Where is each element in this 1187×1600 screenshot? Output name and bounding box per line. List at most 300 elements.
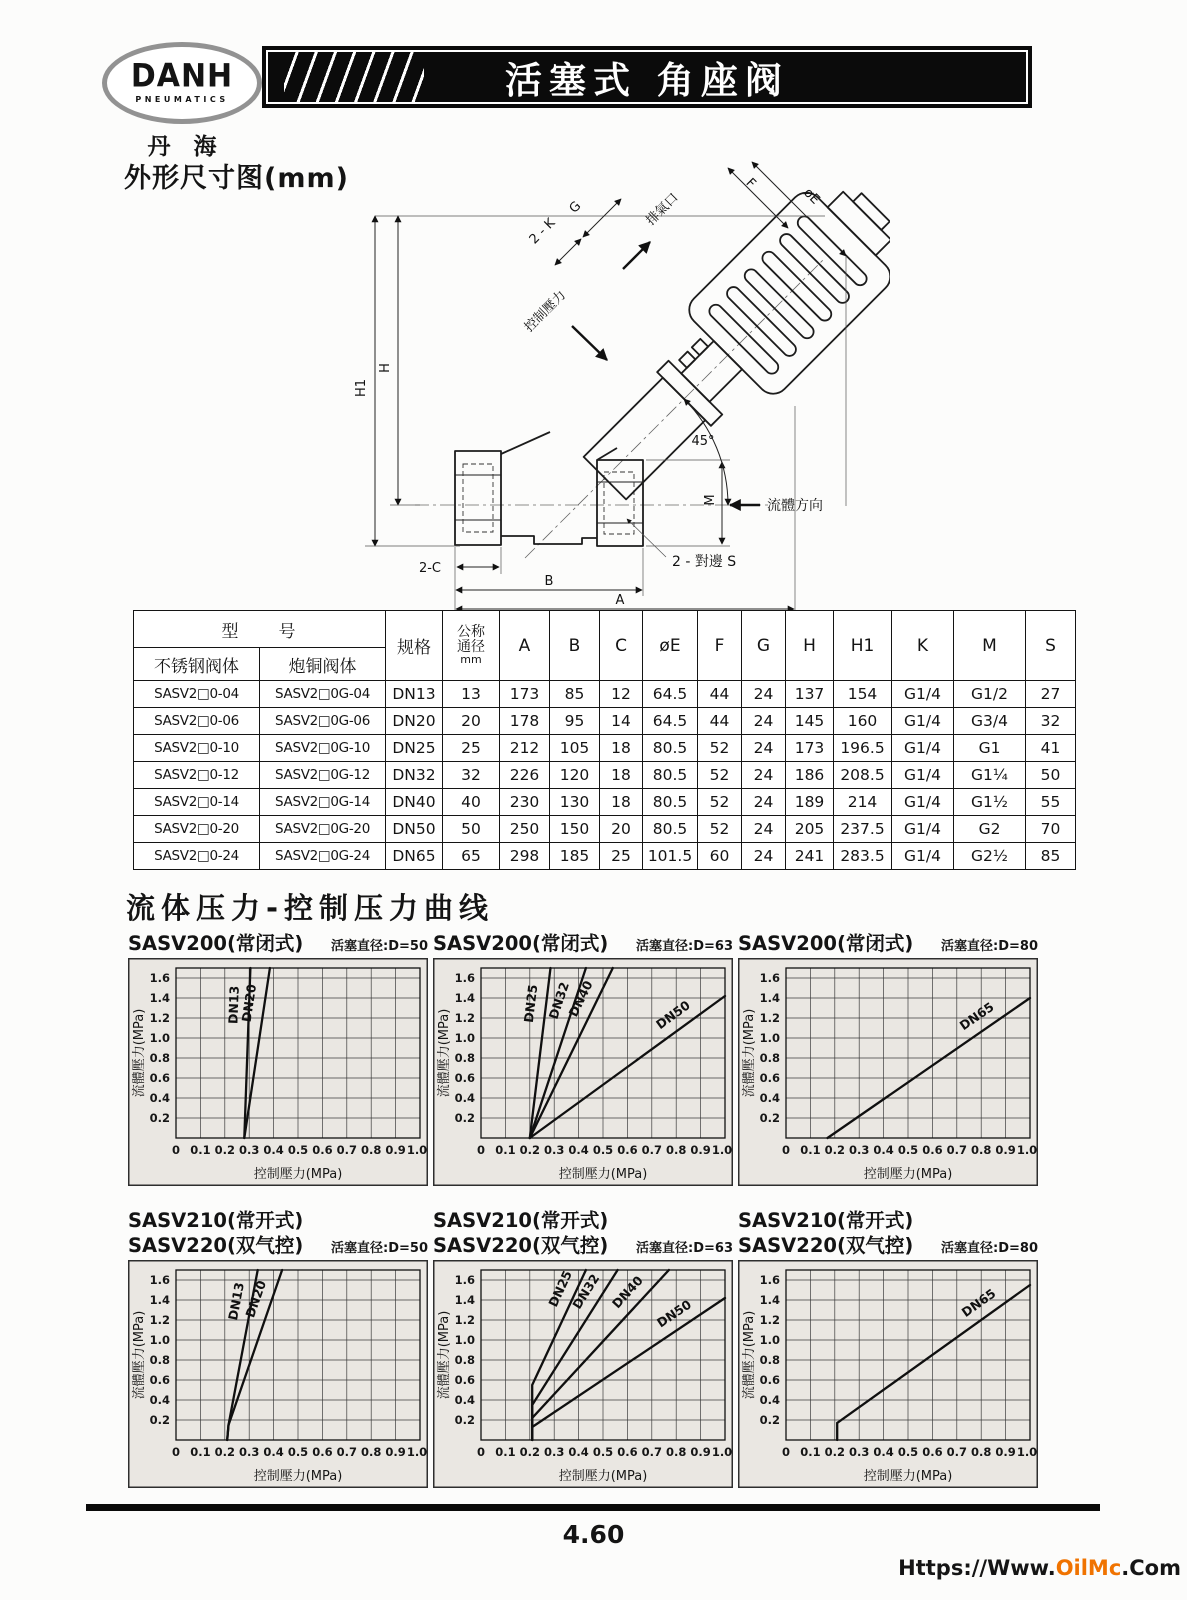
- y-tick-label: 0.4: [454, 1091, 475, 1105]
- x-tick-label: 0.6: [922, 1445, 943, 1459]
- watermark-url: [898, 1556, 1181, 1580]
- y-tick-label: 0.2: [454, 1413, 475, 1427]
- x-tick-label: 1.0: [711, 1143, 733, 1157]
- x-tick-label: 0.4: [568, 1143, 589, 1157]
- col-header-bronze-body: 炮铜阀体: [260, 648, 386, 681]
- x-tick-label: 0.7: [946, 1445, 967, 1459]
- table-row: [134, 816, 1076, 843]
- x-tick-label: 0: [781, 1445, 791, 1459]
- dim-cell: 105: [550, 735, 600, 762]
- dim-cell: 65: [443, 843, 500, 870]
- x-tick-label: 0.8: [971, 1143, 992, 1157]
- model-cell: SASV2□0G-20: [260, 816, 386, 843]
- chart-subtitle: 活塞直径:D=80: [941, 939, 1038, 954]
- chart-canvas: [433, 958, 733, 1186]
- dim-cell: 18: [600, 762, 643, 789]
- model-cell: SASV2□0-20: [134, 816, 260, 843]
- dim-cell: G1/4: [892, 816, 954, 843]
- dim-cell: 24: [742, 843, 786, 870]
- x-tick-label: 0.2: [214, 1143, 235, 1157]
- y-tick-label: 1.0: [454, 1031, 475, 1045]
- dim-cell: 160: [834, 708, 892, 735]
- dim-cell: 24: [742, 789, 786, 816]
- x-tick-label: 0: [171, 1143, 181, 1157]
- chart-header: [433, 922, 733, 956]
- col-header-spec: 规格: [386, 611, 443, 681]
- dim-cell: 230: [500, 789, 550, 816]
- x-axis-title: 控制壓力(MPa): [253, 1469, 343, 1484]
- x-tick-label: 0.2: [519, 1445, 540, 1459]
- dim-cell: 120: [550, 762, 600, 789]
- dim-cell: 208.5: [834, 762, 892, 789]
- model-cell: SASV2□0-06: [134, 708, 260, 735]
- y-axis-title: 流體壓力(MPa): [437, 1310, 452, 1400]
- dim-cell: 14: [600, 708, 643, 735]
- dim-cell: 212: [500, 735, 550, 762]
- dim-cell: 130: [550, 789, 600, 816]
- y-tick-label: 1.0: [454, 1333, 475, 1347]
- model-cell: SASV2□0-12: [134, 762, 260, 789]
- dim-cell: 27: [1026, 681, 1076, 708]
- y-tick-label: 0.6: [454, 1373, 475, 1387]
- x-tick-label: 0.3: [849, 1143, 870, 1157]
- dim-cell: 189: [786, 789, 834, 816]
- x-tick-label: 1.0: [1016, 1445, 1038, 1459]
- dim-cell: 145: [786, 708, 834, 735]
- curve-label-DN65: DN65: [956, 999, 997, 1034]
- x-tick-label: 0.4: [263, 1143, 284, 1157]
- chart-title: SASV200(常闭式): [128, 931, 304, 955]
- x-tick-label: 0.4: [263, 1445, 284, 1459]
- x-tick-label: 0.9: [995, 1143, 1016, 1157]
- col-header-stainless-body: 不锈钢阀体: [134, 648, 260, 681]
- label-h1: H1: [354, 378, 369, 398]
- dim-cell: 226: [500, 762, 550, 789]
- chart-canvas: [128, 958, 428, 1186]
- page-number: 4.60: [562, 1520, 625, 1549]
- pressure-chart-nc-d63: [433, 922, 733, 1190]
- dim-cell: G1¼: [954, 762, 1026, 789]
- dim-cell: 95: [550, 708, 600, 735]
- col-header-G: G: [742, 611, 786, 681]
- chart-header: [433, 1196, 733, 1258]
- y-tick-label: 1.0: [759, 1333, 780, 1347]
- dim-cell: 64.5: [643, 708, 698, 735]
- x-tick-label: 0.6: [617, 1445, 638, 1459]
- y-tick-label: 0.8: [454, 1353, 475, 1367]
- x-tick-label: 0.2: [824, 1143, 845, 1157]
- dim-cell: G1½: [954, 789, 1026, 816]
- x-tick-label: 0.1: [800, 1445, 821, 1459]
- label-m: M: [703, 494, 718, 506]
- y-tick-label: 0.2: [149, 1111, 170, 1125]
- x-tick-label: 0.3: [239, 1445, 260, 1459]
- dim-cell: G1/4: [892, 735, 954, 762]
- chart-header: [738, 1196, 1038, 1258]
- stripes-decoration: [284, 52, 424, 102]
- dim-cell: 196.5: [834, 735, 892, 762]
- y-tick-label: 1.6: [454, 971, 475, 985]
- curve-label-DN20: DN20: [238, 983, 260, 1024]
- dim-cell: 18: [600, 789, 643, 816]
- dim-cell: G1/4: [892, 681, 954, 708]
- y-tick-label: 1.2: [759, 1313, 780, 1327]
- chart-subtitle: 活塞直径:D=63: [636, 939, 733, 954]
- x-tick-label: 0.3: [544, 1445, 565, 1459]
- col-header-A: A: [500, 611, 550, 681]
- curve-label-DN40: DN40: [565, 978, 596, 1020]
- x-tick-label: 0.5: [592, 1445, 614, 1459]
- dim-cell: 25: [443, 735, 500, 762]
- x-tick-label: 0.8: [666, 1445, 687, 1459]
- x-tick-label: 0.5: [592, 1143, 614, 1157]
- y-tick-label: 0.2: [454, 1111, 475, 1125]
- col-header-H1: H1: [834, 611, 892, 681]
- table-row: [134, 789, 1076, 816]
- y-tick-label: 1.6: [759, 1273, 780, 1287]
- y-tick-label: 1.4: [454, 991, 475, 1005]
- x-tick-label: 0.6: [922, 1143, 943, 1157]
- y-tick-label: 1.0: [149, 1031, 170, 1045]
- col-header-model: 型 号: [134, 611, 386, 648]
- dim-cell: 101.5: [643, 843, 698, 870]
- x-tick-label: 0.1: [495, 1143, 516, 1157]
- x-tick-label: 0.5: [897, 1445, 919, 1459]
- x-tick-label: 1.0: [1016, 1143, 1038, 1157]
- x-tick-label: 0.2: [824, 1445, 845, 1459]
- y-tick-label: 0.4: [759, 1393, 780, 1407]
- x-tick-label: 0.4: [873, 1143, 894, 1157]
- y-tick-label: 1.4: [149, 1293, 170, 1307]
- y-axis-title: 流體壓力(MPa): [132, 1008, 147, 1098]
- dim-cell: 85: [1026, 843, 1076, 870]
- y-tick-label: 0.6: [759, 1071, 780, 1085]
- pressure-chart-nc-d50: [128, 922, 428, 1190]
- dim-cell: 283.5: [834, 843, 892, 870]
- x-tick-label: 0.3: [544, 1143, 565, 1157]
- model-cell: SASV2□0-14: [134, 789, 260, 816]
- y-tick-label: 0.4: [454, 1393, 475, 1407]
- dn-line1: 公称: [457, 624, 485, 641]
- dim-cell: 40: [443, 789, 500, 816]
- logo-oval: [102, 42, 262, 124]
- model-cell: SASV2□0G-14: [260, 789, 386, 816]
- chart-header: [738, 922, 1038, 956]
- dim-cell: 150: [550, 816, 600, 843]
- y-tick-label: 0.4: [149, 1393, 170, 1407]
- y-tick-label: 1.0: [149, 1333, 170, 1347]
- dim-cell: 24: [742, 816, 786, 843]
- label-control-pressure: 控制壓力: [521, 287, 570, 336]
- chart-subtitle: 活塞直径:D=63: [636, 1241, 733, 1256]
- y-tick-label: 1.0: [759, 1031, 780, 1045]
- dim-cell: 20: [600, 816, 643, 843]
- dim-cell: 50: [443, 816, 500, 843]
- chart-header: [128, 1196, 428, 1258]
- y-tick-label: 0.8: [759, 1051, 780, 1065]
- chart-title: SASV210(常开式): [433, 1209, 609, 1233]
- x-tick-label: 0.2: [214, 1445, 235, 1459]
- dim-cell: 24: [742, 681, 786, 708]
- curve-label-DN32: DN32: [545, 980, 572, 1022]
- model-cell: SASV2□0-04: [134, 681, 260, 708]
- dim-cell: DN32: [386, 762, 443, 789]
- dim-cell: 24: [742, 708, 786, 735]
- y-tick-label: 1.6: [149, 971, 170, 985]
- x-tick-label: 0.1: [190, 1445, 211, 1459]
- dim-cell: 13: [443, 681, 500, 708]
- curve-label-DN32: DN32: [569, 1271, 603, 1312]
- chart-header: [128, 922, 428, 956]
- dim-cell: 60: [698, 843, 742, 870]
- col-header-K: K: [892, 611, 954, 681]
- x-tick-label: 0.5: [897, 1143, 919, 1157]
- model-cell: SASV2□0-10: [134, 735, 260, 762]
- x-tick-label: 0.7: [641, 1445, 662, 1459]
- pressure-chart-nc-d80: [738, 922, 1038, 1190]
- table-row: [134, 681, 1076, 708]
- watermark-brand: OilMc: [1055, 1556, 1122, 1580]
- dim-cell: G2½: [954, 843, 1026, 870]
- dim-cell: 185: [550, 843, 600, 870]
- x-tick-label: 0.6: [617, 1143, 638, 1157]
- chart-title: SASV210(常开式): [738, 1209, 914, 1233]
- dim-cell: 24: [742, 735, 786, 762]
- y-axis-title: 流體壓力(MPa): [742, 1008, 757, 1098]
- x-tick-label: 0.4: [568, 1445, 589, 1459]
- dim-cell: 52: [698, 789, 742, 816]
- dim-cell: 25: [600, 843, 643, 870]
- col-header-oE: øE: [643, 611, 698, 681]
- dim-cell: 52: [698, 816, 742, 843]
- dim-cell: 85: [550, 681, 600, 708]
- x-tick-label: 1.0: [406, 1143, 428, 1157]
- x-tick-label: 0.7: [336, 1445, 357, 1459]
- dim-cell: 173: [500, 681, 550, 708]
- curve-label-DN65: DN65: [958, 1285, 999, 1320]
- logo-brand-text: DANH: [130, 57, 234, 96]
- dimension-table: [133, 610, 1076, 870]
- centerlines: [415, 258, 825, 558]
- chart-title: SASV200(常闭式): [738, 931, 914, 955]
- drawing-heading: 外形尺寸图(mm): [124, 163, 349, 194]
- chart-subtitle: 活塞直径:D=50: [331, 939, 428, 954]
- chart-titles: [433, 1209, 608, 1258]
- label-a: A: [615, 593, 625, 608]
- chart-title: SASV220(双气控): [738, 1233, 914, 1257]
- chart-titles: [128, 1209, 303, 1258]
- dim-cell: 250: [500, 816, 550, 843]
- model-cell: SASV2□0-24: [134, 843, 260, 870]
- dim-cell: 52: [698, 735, 742, 762]
- x-tick-label: 0.9: [690, 1143, 711, 1157]
- y-tick-label: 0.6: [149, 1071, 170, 1085]
- x-tick-label: 0.6: [312, 1445, 333, 1459]
- dim-cell: 24: [742, 762, 786, 789]
- dim-cell: 154: [834, 681, 892, 708]
- dim-cell: 80.5: [643, 816, 698, 843]
- x-tick-label: 0.7: [336, 1143, 357, 1157]
- x-tick-label: 0.4: [873, 1445, 894, 1459]
- x-tick-label: 0.5: [287, 1445, 309, 1459]
- col-header-M: M: [954, 611, 1026, 681]
- curve-label-DN25: DN25: [545, 1268, 575, 1310]
- y-tick-label: 1.6: [759, 971, 780, 985]
- dim-cell: 18: [600, 735, 643, 762]
- y-tick-label: 0.4: [759, 1091, 780, 1105]
- pressure-chart-no-d63: [433, 1196, 733, 1492]
- y-axis-title: 流體壓力(MPa): [132, 1310, 147, 1400]
- x-tick-label: 0.1: [495, 1445, 516, 1459]
- table-row: [134, 762, 1076, 789]
- chart-subtitle: 活塞直径:D=50: [331, 1241, 428, 1256]
- col-header-S: S: [1026, 611, 1076, 681]
- dim-cell: G1/4: [892, 762, 954, 789]
- y-tick-label: 0.2: [759, 1111, 780, 1125]
- x-tick-label: 0.5: [287, 1143, 309, 1157]
- x-tick-label: 0.2: [519, 1143, 540, 1157]
- y-tick-label: 0.8: [454, 1051, 475, 1065]
- y-tick-label: 1.6: [454, 1273, 475, 1287]
- label-2k: 2 - K: [526, 215, 559, 248]
- col-header-H: H: [786, 611, 834, 681]
- dim-cell: 241: [786, 843, 834, 870]
- chart-titles: [128, 932, 303, 956]
- dimension-table-body: [134, 681, 1076, 870]
- y-tick-label: 1.2: [454, 1313, 475, 1327]
- dimension-drawing: [320, 148, 890, 618]
- chart-canvas: [433, 1260, 733, 1488]
- model-cell: SASV2□0G-24: [260, 843, 386, 870]
- x-tick-label: 0.8: [361, 1445, 382, 1459]
- y-axis-title: 流體壓力(MPa): [742, 1310, 757, 1400]
- dim-cell: 214: [834, 789, 892, 816]
- dim-cell: 12: [600, 681, 643, 708]
- dim-cell: 237.5: [834, 816, 892, 843]
- x-tick-label: 0.7: [946, 1143, 967, 1157]
- y-tick-label: 1.6: [149, 1273, 170, 1287]
- dim-cell: 80.5: [643, 735, 698, 762]
- curve-label-DN13: DN13: [225, 985, 242, 1025]
- pressure-chart-no-d80: [738, 1196, 1038, 1492]
- dim-cell: 32: [443, 762, 500, 789]
- watermark-pre: Https://Www.: [898, 1556, 1056, 1580]
- model-cell: SASV2□0G-04: [260, 681, 386, 708]
- y-tick-label: 1.4: [759, 991, 780, 1005]
- dim-cell: 178: [500, 708, 550, 735]
- curve-label-DN25: DN25: [520, 983, 541, 1024]
- y-tick-label: 0.8: [149, 1051, 170, 1065]
- dim-cell: 44: [698, 708, 742, 735]
- x-tick-label: 0.1: [190, 1143, 211, 1157]
- table-row: [134, 843, 1076, 870]
- dim-cell: G2: [954, 816, 1026, 843]
- dim-cell: DN65: [386, 843, 443, 870]
- dim-cell: DN25: [386, 735, 443, 762]
- dim-cell: 186: [786, 762, 834, 789]
- dim-cell: 70: [1026, 816, 1076, 843]
- label-flats: 2 - 對邊 S: [672, 554, 737, 570]
- dim-cell: G1/4: [892, 708, 954, 735]
- dim-cell: 32: [1026, 708, 1076, 735]
- curve-label-DN40: DN40: [608, 1272, 646, 1312]
- y-tick-label: 1.2: [759, 1011, 780, 1025]
- y-tick-label: 1.2: [149, 1011, 170, 1025]
- y-tick-label: 0.6: [149, 1373, 170, 1387]
- dim-cell: G3/4: [954, 708, 1026, 735]
- charts-section-title: 流体压力-控制压力曲线: [126, 891, 495, 925]
- chart-canvas: [738, 958, 1038, 1186]
- col-header-F: F: [698, 611, 742, 681]
- label-2c: 2-C: [418, 561, 442, 576]
- x-tick-label: 0.8: [971, 1445, 992, 1459]
- x-tick-label: 0.9: [385, 1143, 406, 1157]
- y-tick-label: 0.6: [454, 1071, 475, 1085]
- label-exhaust-port: 排氣口: [643, 190, 682, 229]
- label-g: G: [566, 198, 585, 217]
- y-tick-label: 1.2: [454, 1011, 475, 1025]
- y-tick-label: 1.4: [149, 991, 170, 1005]
- chart-canvas: [738, 1260, 1038, 1488]
- model-cell: SASV2□0G-12: [260, 762, 386, 789]
- chart-title: SASV210(常开式): [128, 1209, 304, 1233]
- dn-unit: mm: [460, 653, 482, 667]
- chart-title: SASV220(双气控): [128, 1233, 304, 1257]
- x-tick-label: 1.0: [406, 1445, 428, 1459]
- chart-titles: [433, 932, 608, 956]
- y-tick-label: 0.2: [759, 1413, 780, 1427]
- x-tick-label: 0.6: [312, 1143, 333, 1157]
- x-tick-label: 0.9: [690, 1445, 711, 1459]
- col-header-C: C: [600, 611, 643, 681]
- x-tick-label: 0.8: [666, 1143, 687, 1157]
- y-tick-label: 0.4: [149, 1091, 170, 1105]
- dim-cell: 55: [1026, 789, 1076, 816]
- curve-label-DN20: DN20: [242, 1278, 270, 1320]
- y-tick-label: 1.4: [454, 1293, 475, 1307]
- table-row: [134, 708, 1076, 735]
- dim-cell: DN13: [386, 681, 443, 708]
- danh-logo: [96, 42, 268, 161]
- dim-cell: 205: [786, 816, 834, 843]
- table-row: [134, 735, 1076, 762]
- x-tick-label: 1.0: [711, 1445, 733, 1459]
- curve-label-DN50: DN50: [653, 1296, 695, 1331]
- x-axis-title: 控制壓力(MPa): [558, 1167, 648, 1182]
- x-tick-label: 0.1: [800, 1143, 821, 1157]
- label-f: F: [742, 175, 759, 192]
- dim-cell: 298: [500, 843, 550, 870]
- x-axis-title: 控制壓力(MPa): [558, 1469, 648, 1484]
- x-tick-label: 0: [171, 1445, 181, 1459]
- x-axis-title: 控制壓力(MPa): [253, 1167, 343, 1182]
- dim-cell: G1/4: [892, 789, 954, 816]
- col-header-nominal-diameter: [443, 611, 500, 681]
- curve-label-DN50: DN50: [653, 997, 693, 1033]
- label-45deg: 45°: [691, 434, 715, 449]
- dim-cell: G1/2: [954, 681, 1026, 708]
- chart-subtitle: 活塞直径:D=80: [941, 1241, 1038, 1256]
- x-tick-label: 0.8: [361, 1143, 382, 1157]
- label-oe: øE: [800, 185, 823, 208]
- dim-cell: G1: [954, 735, 1026, 762]
- chart-canvas: [128, 1260, 428, 1488]
- x-tick-label: 0: [781, 1143, 791, 1157]
- dim-cell: DN40: [386, 789, 443, 816]
- y-axis-title: 流體壓力(MPa): [437, 1008, 452, 1098]
- chart-title: SASV200(常闭式): [433, 931, 609, 955]
- y-tick-label: 0.8: [759, 1353, 780, 1367]
